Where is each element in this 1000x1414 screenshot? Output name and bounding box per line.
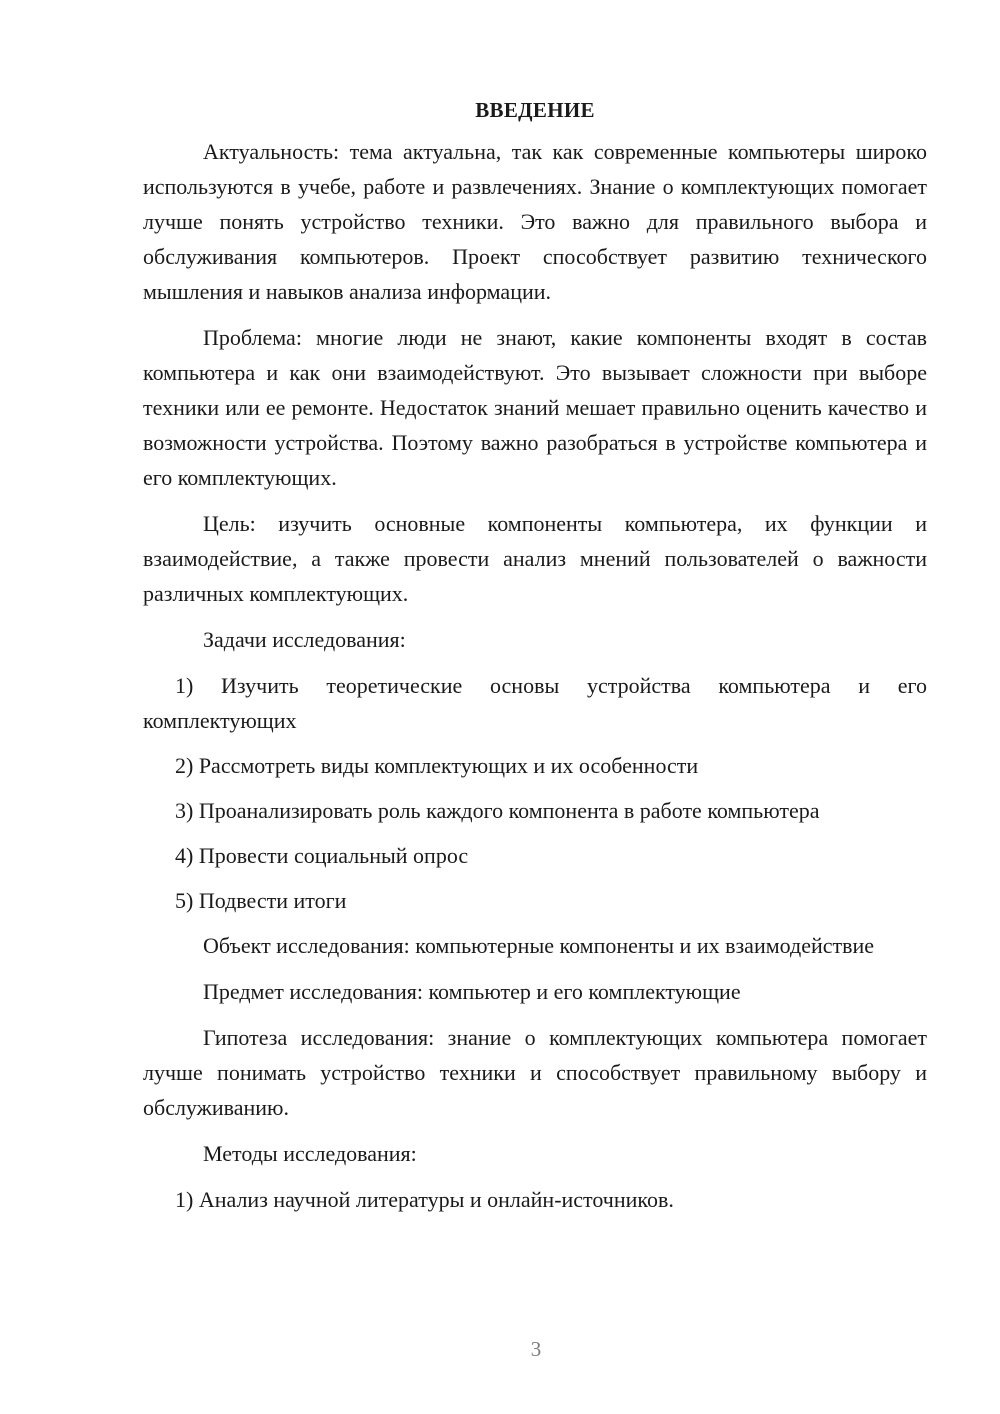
section-title: ВВЕДЕНИЕ — [475, 98, 595, 122]
relevance-paragraph: Актуальность: тема актуальна, так как современные компьютеры широко используются в учебе, работе и развлечениях. Знание о комплектующих помогает лучше понять устройство техники. Это важно для правильного выбора и обслуживания компьютеров. Проект способствует развитию технического мышления и навыков анализа информации. — [143, 139, 927, 304]
hypothesis-paragraph: Гипотеза исследования: знание о комплектующих компьютера помогает лучше понимать устройство техники и способствует правильному выбору и обслуживанию. — [143, 1025, 927, 1120]
methods-list — [143, 1182, 927, 1217]
page-content — [143, 93, 927, 1227]
method-item: 1) Анализ научной литературы и онлайн-источников. — [175, 1187, 674, 1212]
tasks-heading: Задачи исследования: — [203, 627, 406, 652]
subject-paragraph: Предмет исследования: компьютер и его комплектующие — [203, 979, 741, 1004]
task-item: 4) Провести социальный опрос — [175, 843, 469, 868]
page-number: 3 — [530, 1337, 542, 1361]
problem-paragraph: Проблема: многие люди не знают, какие компоненты входят в состав компьютера и как они взаимодействуют. Это вызывает сложности при выборе техники или ее ремонте. Недостаток знаний мешает правильно оценить качество и возможности устройства. Поэтому важно разобраться в устройстве компьютера и его комплектующих. — [143, 325, 927, 490]
object-paragraph: Объект исследования: компьютерные компоненты и их взаимодействие — [203, 933, 875, 958]
tasks-list — [143, 668, 927, 918]
goal-paragraph: Цель: изучить основные компоненты компьютера, их функции и взаимодействие, а также провести анализ мнений пользователей о важности различных комплектующих. — [143, 511, 927, 606]
task-item: 3) Проанализировать роль каждого компонента в работе компьютера — [175, 798, 820, 823]
task-item: 2) Рассмотреть виды комплектующих и их особенности — [175, 753, 699, 778]
task-item: 5) Подвести итоги — [175, 888, 347, 913]
task-item: 1) Изучить теоретические основы устройства компьютера и его комплектующих — [143, 673, 927, 733]
methods-heading: Методы исследования: — [203, 1141, 417, 1166]
